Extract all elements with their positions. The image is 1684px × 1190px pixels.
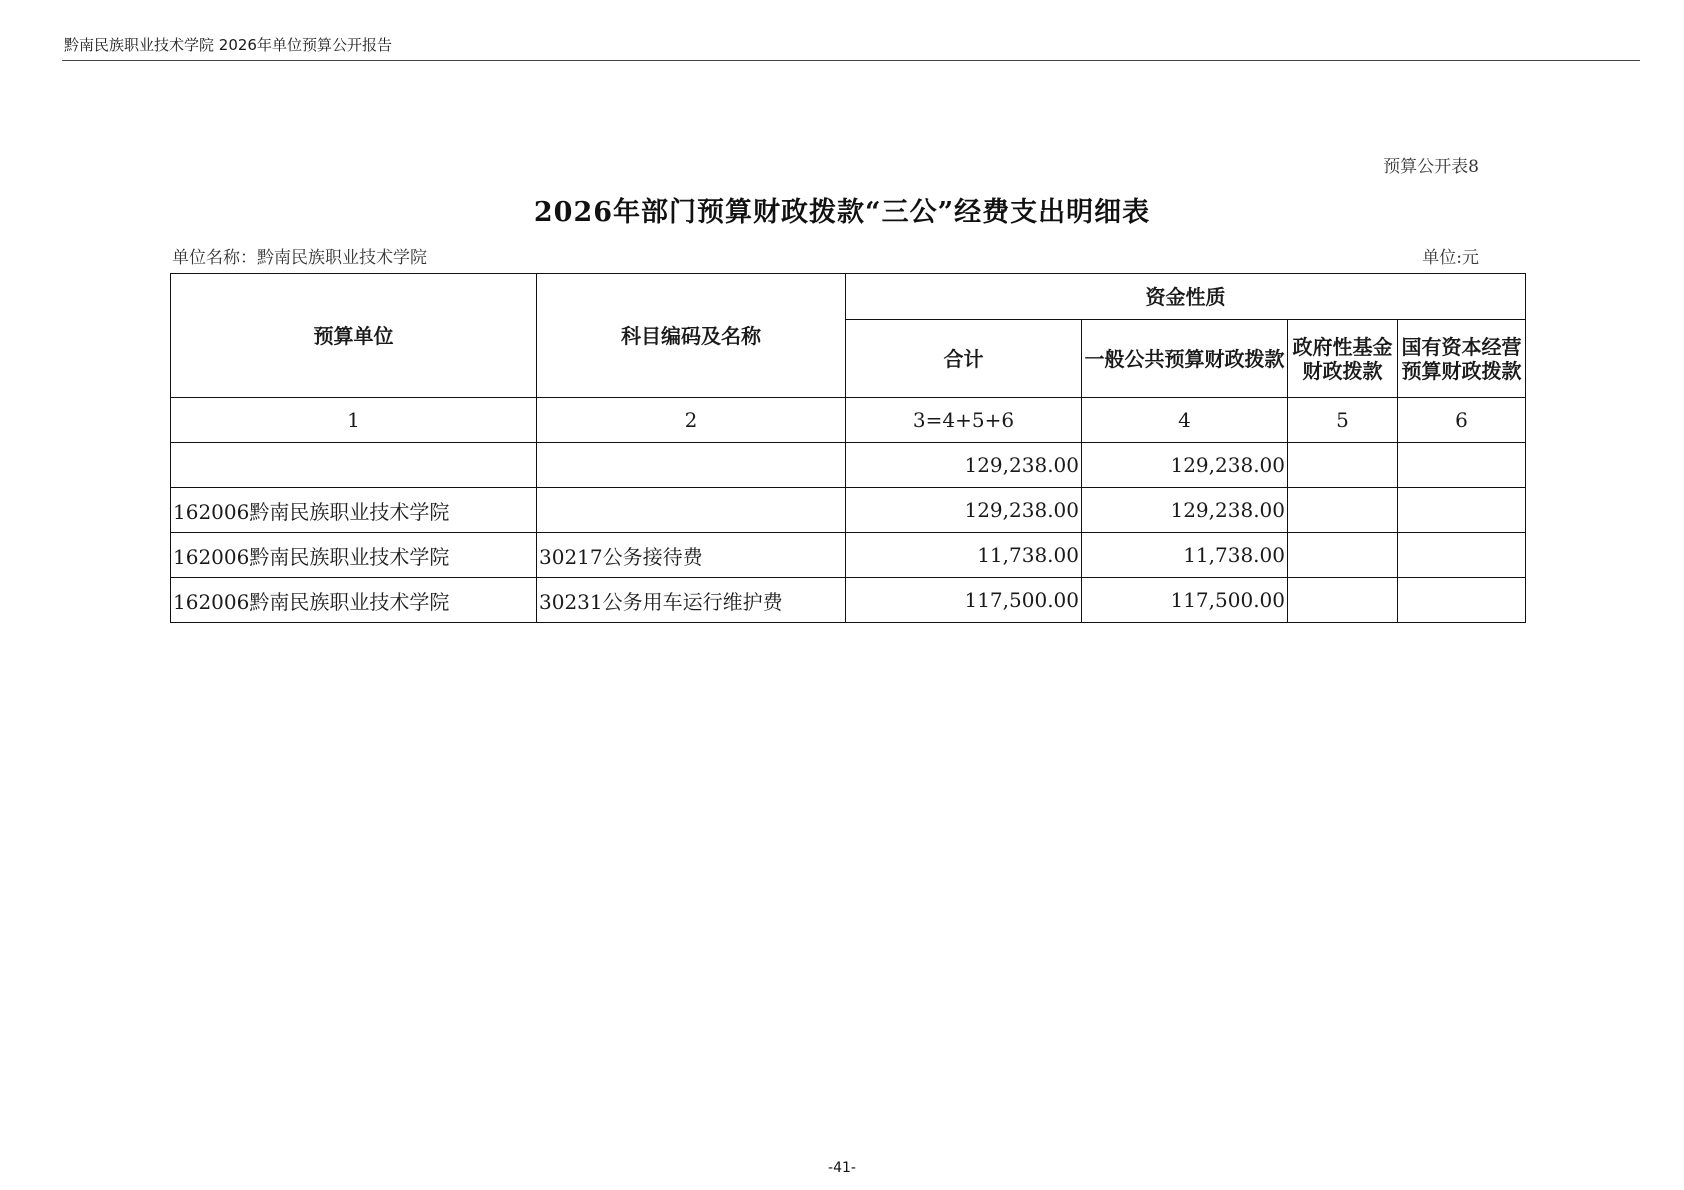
three-public-expenses-table xyxy=(170,273,1526,623)
column-number: 5 xyxy=(1288,398,1398,443)
cell-unit: 162006黔南民族职业技术学院 xyxy=(171,488,537,533)
cell-gov-fund xyxy=(1288,488,1398,533)
cell-unit xyxy=(171,443,537,488)
header-rule xyxy=(62,60,1640,61)
cell-state-capital xyxy=(1398,443,1526,488)
table-row xyxy=(171,578,1526,623)
header-budget-unit: 预算单位 xyxy=(171,274,537,398)
cell-gov-fund xyxy=(1288,578,1398,623)
cell-general: 129,238.00 xyxy=(1082,443,1288,488)
header-state-capital: 国有资本经营预算财政拨款 xyxy=(1398,320,1526,398)
cell-general: 117,500.00 xyxy=(1082,578,1288,623)
table-row xyxy=(171,443,1526,488)
cell-state-capital xyxy=(1398,488,1526,533)
cell-total: 117,500.00 xyxy=(846,578,1082,623)
cell-general: 11,738.00 xyxy=(1082,533,1288,578)
cell-subject: 30231公务用车运行维护费 xyxy=(537,578,846,623)
document-title: 2026年部门预算财政拨款“三公”经费支出明细表 xyxy=(533,197,1151,228)
page-number: -41- xyxy=(828,1160,856,1176)
column-number: 1 xyxy=(171,398,537,443)
cell-state-capital xyxy=(1398,533,1526,578)
cell-unit: 162006黔南民族职业技术学院 xyxy=(171,578,537,623)
header-total: 合计 xyxy=(846,320,1082,398)
cell-total: 129,238.00 xyxy=(846,443,1082,488)
cell-subject xyxy=(537,488,846,533)
cell-gov-fund xyxy=(1288,443,1398,488)
header-subject: 科目编码及名称 xyxy=(537,274,846,398)
header-fund-nature: 资金性质 xyxy=(846,274,1526,320)
column-number: 6 xyxy=(1398,398,1526,443)
unit-currency: 单位:元 xyxy=(1422,248,1479,268)
column-number: 4 xyxy=(1082,398,1288,443)
table-row xyxy=(171,488,1526,533)
cell-unit: 162006黔南民族职业技术学院 xyxy=(171,533,537,578)
cell-general: 129,238.00 xyxy=(1082,488,1288,533)
header-general-budget: 一般公共预算财政拨款 xyxy=(1082,320,1288,398)
header-gov-fund: 政府性基金财政拨款 xyxy=(1288,320,1398,398)
cell-subject: 30217公务接待费 xyxy=(537,533,846,578)
column-number: 2 xyxy=(537,398,846,443)
cell-total: 129,238.00 xyxy=(846,488,1082,533)
cell-state-capital xyxy=(1398,578,1526,623)
table-code: 预算公开表8 xyxy=(1383,157,1479,177)
column-number: 3=4+5+6 xyxy=(846,398,1082,443)
running-header: 黔南民族职业技术学院 2026年单位预算公开报告 xyxy=(64,36,392,54)
table-row xyxy=(171,533,1526,578)
unit-name: 单位名称：黔南民族职业技术学院 xyxy=(172,248,427,268)
column-number-row xyxy=(171,398,1526,443)
cell-gov-fund xyxy=(1288,533,1398,578)
cell-subject xyxy=(537,443,846,488)
cell-total: 11,738.00 xyxy=(846,533,1082,578)
